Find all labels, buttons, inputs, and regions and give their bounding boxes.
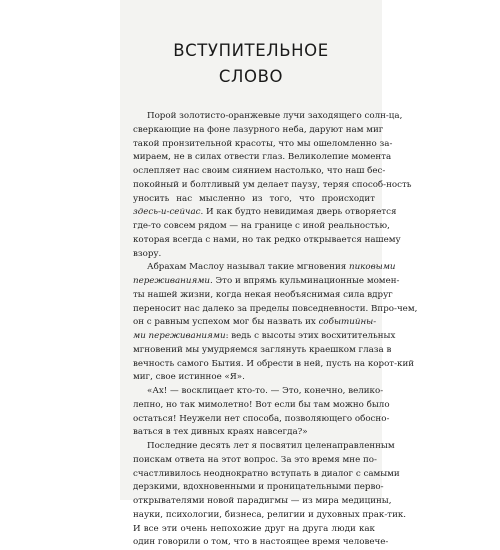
text-line-main: переживаниями [133,276,211,286]
text-line [133,261,396,275]
text-line [133,193,375,207]
text-line-main: открывателями новой парадигмы — из мира медицины, [133,496,392,506]
text-line [133,124,384,138]
text-line-main: поискам ответа на этот вопрос. За это время мне по- [133,454,377,465]
text-line [133,330,396,344]
text-line [133,275,400,289]
text-line-main: он с равным успехом мог бы назвать их [133,317,319,328]
text-line-main: один говорили о том, что в настоящее время человече- [133,537,389,548]
text-line-main: ваться в тех дивных краях навсегда?» [133,427,308,438]
text-line [133,289,393,303]
text-line-main: остаться! Неужели нет способа, позволяющего обосно- [133,413,390,424]
text-line-main: Абрахам Маслоу называл такие мгновения [147,262,349,273]
text-line-main: Порой золотисто-оранжевые лучи заходящего солн-ца, [147,111,403,121]
text-line [133,468,400,482]
text-line-main: лепно, но так мимолетно! Вот если бы там можно было [133,399,390,410]
text-line-main: здесь-и-сейчас [133,207,201,218]
text-line [133,495,392,509]
text-line-italic: пиковыми [348,262,396,273]
chapter-title [120,38,382,90]
text-line [133,385,384,399]
text-line-main: ми переживаниями [133,331,226,341]
text-line-main: ослепляет нас своим сиянием настолько, что наш бес- [133,166,386,176]
text-line [133,371,375,385]
text-line [133,536,389,550]
text-line [133,151,392,165]
text-line [133,165,386,179]
book-page [120,0,418,548]
text-line [133,206,397,220]
text-line [133,179,412,193]
text-line [133,509,407,523]
text-line [133,399,390,413]
text-line-main: миг, свое истинное «Я». [133,372,245,383]
text-line-suffix: . И как будто невидимая дверь отворяется [200,207,397,218]
text-line-suffix: : ведь с высоты этих восхитительных [225,331,396,341]
text-line-main: взору. [133,248,162,259]
text-line-main: науки, психологии, бизнеса, религии и духовных прак-тик. [133,509,407,520]
text-line-main: И все эти очень непохожие друг на друга люди как [133,523,375,534]
text-line [133,481,384,495]
text-line [133,413,390,427]
text-line [133,220,390,234]
text-line-main: мираем, не в силах отвести глаз. Великолепие момента [133,152,392,163]
text-line-main: которая всегда с нами, но так редко открывается нашему [133,234,401,245]
text-line-main: Последние десять лет я посвятил целенаправленным [147,441,395,451]
text-line [133,344,392,358]
text-line-suffix: . Это и впрямь кульминационные момен- [210,276,400,286]
text-line-main: где-то совсем рядом — на границе с иной реальностью, [133,221,390,231]
text-line-main: дерзкими, вдохновенными и проницательными перво- [133,482,384,493]
text-line-main: мгновений мы умудряемся заглянуть краешком глаза в [133,344,392,355]
text-line [133,234,401,248]
text-line-main: переносит нас далеко за пределы повседневности. Впро-чем, [133,303,418,314]
text-line [133,248,375,262]
text-line [133,110,403,124]
text-line-main: вечность самого Бытия. И обрести в ней, пусть на корот-кий [133,358,415,369]
text-line-main: такой пронзительной красоты, что мы ошеломленно за- [133,138,393,149]
chapter-title-line-1: ВСТУПИТЕЛЬНОЕ [173,41,329,60]
text-line-main: ты нашей жизни, когда некая необъяснимая сила вдруг [133,289,393,300]
text-line [133,454,375,468]
text-line [133,303,418,317]
text-line-main: «Ах! — восклицает кто-то. — Это, конечно, велико- [147,386,384,396]
text-line [133,426,375,440]
text-line-italic: событийны- [318,317,377,328]
text-line [133,440,395,454]
text-line [133,523,375,537]
body-text [133,110,418,550]
text-line [133,138,393,152]
text-line [133,316,375,330]
text-line-main: уносить нас мысленно из того, что происходит [133,193,375,204]
text-line-main: сверкающие на фоне лазурного неба, даруют нам миг [133,124,384,135]
chapter-title-line-2: СЛОВО [218,67,284,86]
text-line-main: счастливилось неоднократно вступать в диалог с самыми [133,468,400,479]
text-line-main: покойный и болтливый ум делает паузу, теряя способ-ность [133,179,412,190]
text-line [133,358,415,372]
